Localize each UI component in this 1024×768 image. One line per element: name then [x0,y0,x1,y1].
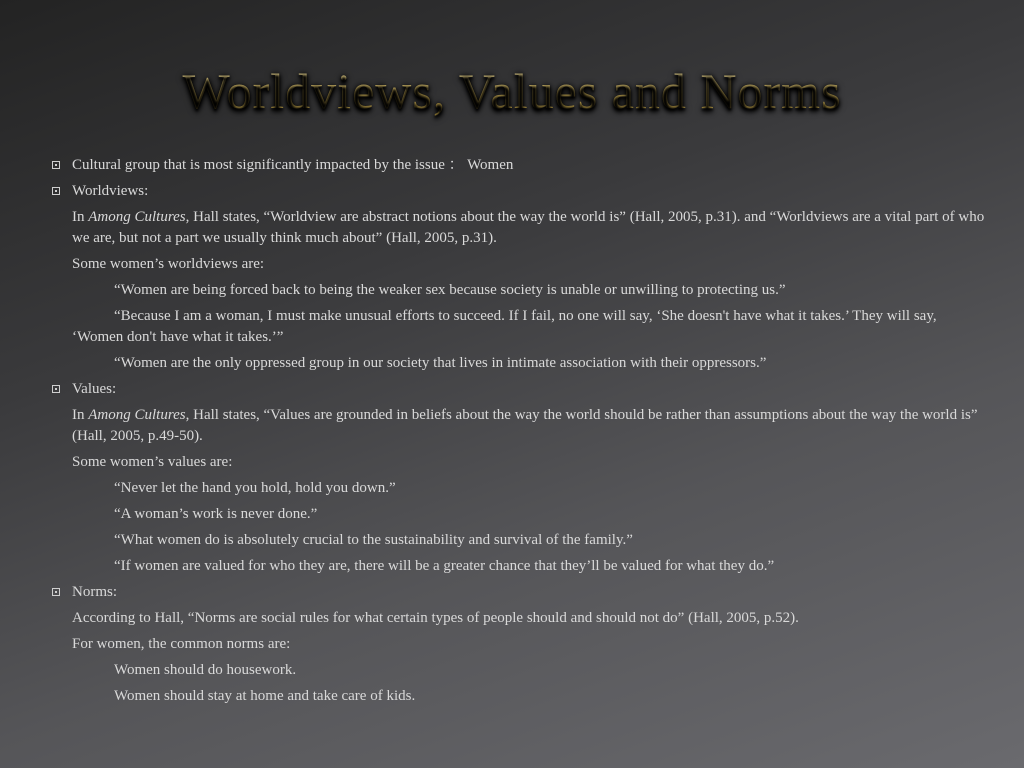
list-item [48,306,988,348]
item-text: “Because I am a woman, I must make unusual efforts to succeed. If I fail, no one will say, ‘She doesn't have what it takes.’ They will say, ‘Women don't have what it takes.’” [72,308,937,345]
list-item [48,686,988,707]
item-text-prefix: In [72,407,89,423]
item-text: “What women do is absolutely crucial to the sustainability and survival of the family.” [114,532,633,548]
item-text: Norms: [72,584,117,600]
bullet-item [48,379,988,400]
slide-content [48,155,988,712]
item-text: According to Hall, “Norms are social rules for what certain types of people should and should not do” (Hall, 2005, p.52). [72,610,799,626]
item-text: , Hall states, “Worldview are abstract notions about the way the world is” (Hall, 2005, p.31). and “Worldviews are a vital part of who we are, but not a part we usually think much about” (Hall, 2005, p.31). [72,209,985,246]
list-item [48,452,988,473]
square-bullet-icon [52,588,60,596]
item-text: For women, the common norms are: [72,636,291,652]
item-text: Worldviews: [72,183,149,199]
item-text: Women should do housework. [114,662,297,678]
item-text: “Never let the hand you hold, hold you down.” [114,480,396,496]
list-item [48,530,988,551]
item-text: , Hall states, “Values are grounded in beliefs about the way the world should be rather than assumptions about the way the world is” (Hall, 2005, p.49-50). [72,407,978,444]
list-item [48,556,988,577]
list-item [48,405,988,447]
item-text: Cultural group that is most significantly impacted by the issue ： Women [72,157,514,173]
item-text: Values: [72,381,117,397]
square-bullet-icon [52,187,60,195]
book-title: Among Cultures [88,209,186,225]
item-text: Women should stay at home and take care of kids. [114,688,416,704]
list-item [48,280,988,301]
list-item [48,478,988,499]
item-text: “If women are valued for who they are, there will be a greater chance that they’ll be valued for what they do.” [114,558,775,574]
square-bullet-icon [52,161,60,169]
item-text: “Women are being forced back to being the weaker sex because society is unable or unwilling to protecting us.” [114,282,786,298]
list-item [48,634,988,655]
item-text: Some women’s worldviews are: [72,256,265,272]
slide-title: Worldviews, Values and Norms [0,62,1024,120]
list-item [48,254,988,275]
bullet-item [48,582,988,603]
square-bullet-icon [52,385,60,393]
item-text: “A woman’s work is never done.” [114,506,318,522]
item-text-prefix: In [72,209,89,225]
list-item [48,660,988,681]
item-text: Some women’s values are: [72,454,233,470]
list-item [48,608,988,629]
bullet-item [48,155,988,176]
list-item [48,207,988,249]
list-item [48,353,988,374]
bullet-item [48,181,988,202]
item-text: “Women are the only oppressed group in our society that lives in intimate association with their oppressors.” [114,355,767,371]
book-title: Among Cultures [88,407,186,423]
list-item [48,504,988,525]
